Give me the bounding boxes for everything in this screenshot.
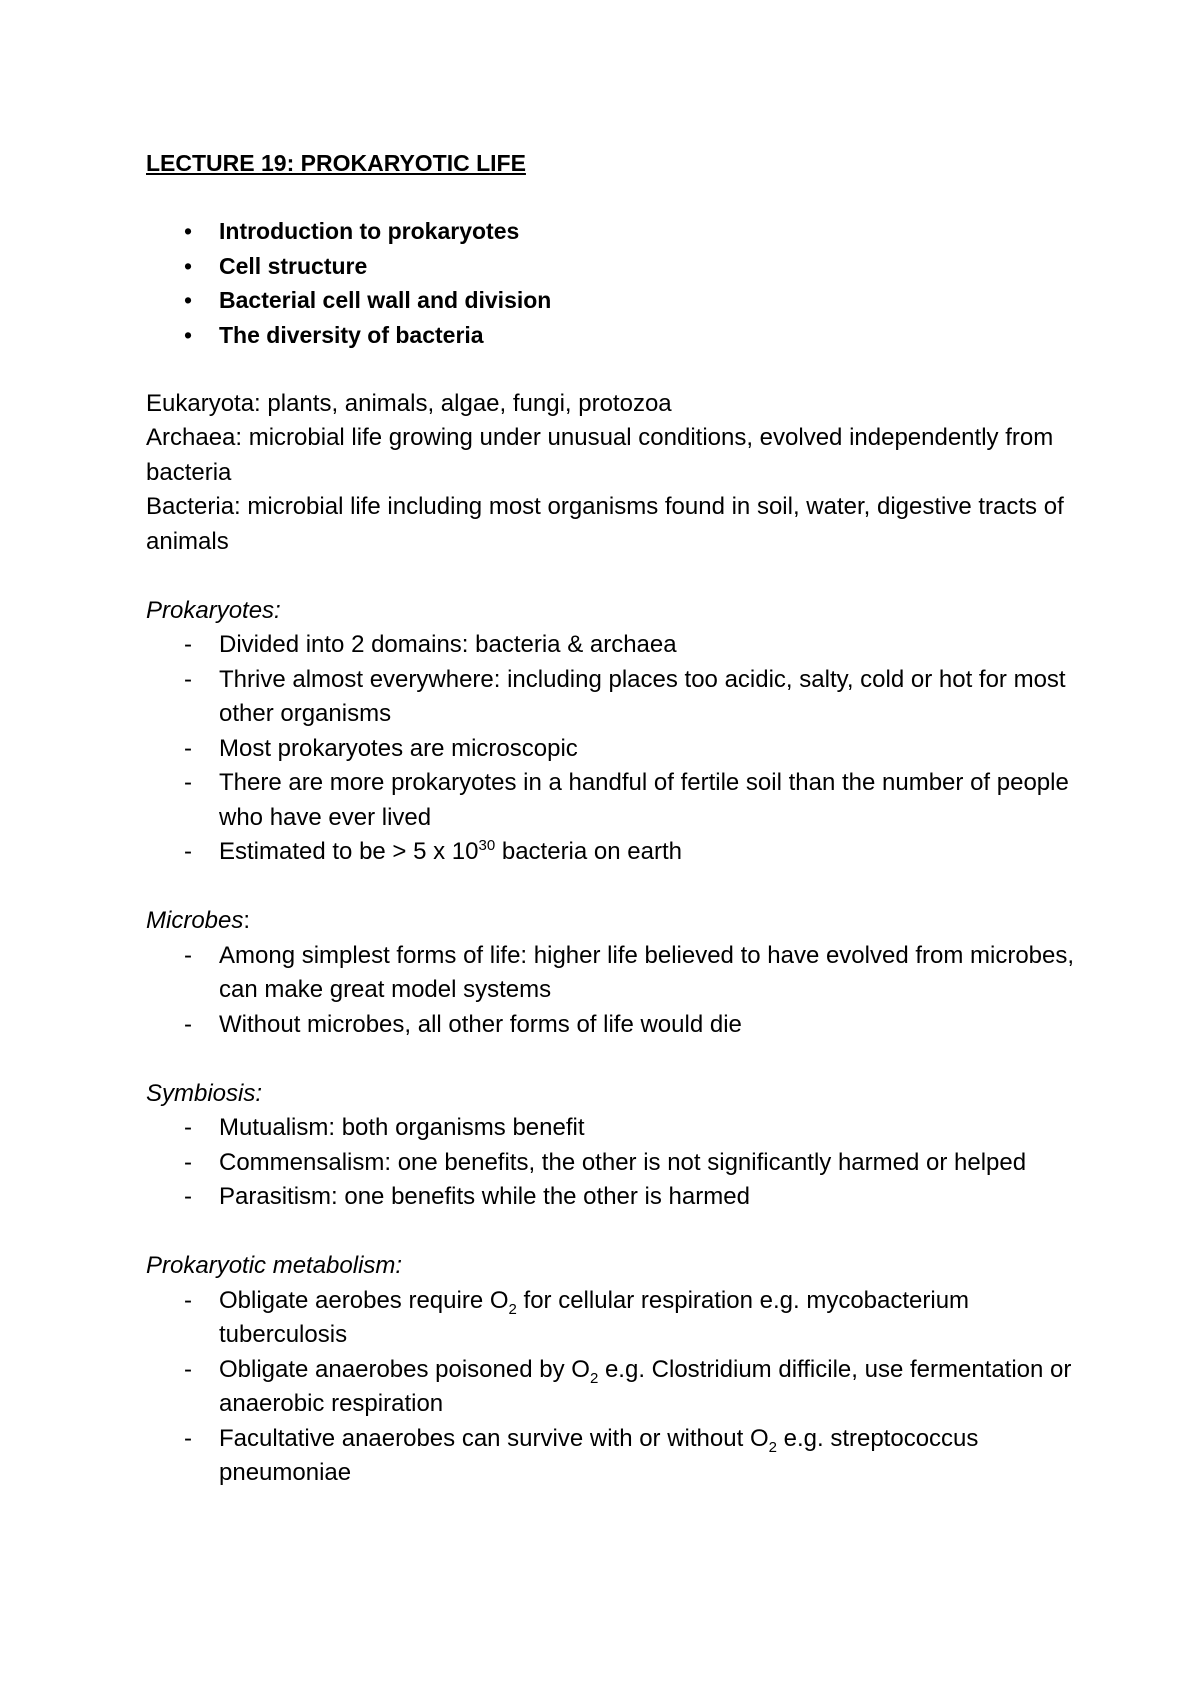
list-item: - Obligate anaerobes poisoned by $O_2$ e.g. Clostridium difficile, use fermentation or anaerobic respiration — [146, 1353, 1076, 1422]
bacteria-definition: Bacteria: microbial life including most organisms found in soil, water, digestive tracts of animals — [146, 493, 1064, 555]
dash-icon: - — [184, 1286, 192, 1314]
lecture-notes — [146, 146, 1076, 1491]
prokaryotes-heading: Prokaryotes: — [146, 596, 281, 624]
dash-icon: - — [184, 1355, 192, 1383]
list-item: - Commensalism: one benefits, the other is not significantly harmed or helped — [146, 1146, 1076, 1181]
dash-icon: - — [184, 1424, 192, 1452]
metabolism-section — [146, 1249, 1076, 1491]
list-item: - Most prokaryotes are microscopic — [146, 732, 1076, 767]
dash-icon: - — [184, 769, 192, 796]
dash-icon: - — [184, 941, 192, 969]
page-title: LECTURE 19: PROKARYOTIC LIFE — [146, 150, 526, 176]
list-item: - Facultative anaerobes can survive with or without $O_2$ e.g. streptococcus pneumoniae — [146, 1422, 1076, 1491]
prokaryotes-list — [146, 628, 1076, 870]
metabolism-list — [146, 1284, 1076, 1491]
oxygen-formula: $O_2$ — [749, 1424, 777, 1456]
list-item: - Obligate aerobes require $O_2$ for cellular respiration e.g. mycobacterium tuberculosis — [146, 1284, 1076, 1353]
dash-icon: - — [184, 631, 192, 658]
microbes-list — [146, 939, 1076, 1043]
list-item: - Thrive almost everywhere: including places too acidic, salty, cold or hot for most other organisms — [146, 663, 1076, 732]
list-item: - Divided into 2 domains: bacteria & archaea — [146, 628, 1076, 663]
list-item: - Mutualism: both organisms benefit — [146, 1111, 1076, 1146]
topics-list — [146, 214, 1076, 352]
bullet-icon: • — [184, 218, 193, 244]
symbiosis-heading: Symbiosis: — [146, 1079, 263, 1107]
symbiosis-section — [146, 1077, 1076, 1215]
archaea-definition: Archaea: microbial life growing under unusual conditions, evolved independently from bacteria — [146, 424, 1054, 486]
list-item: - Estimated to be > 5 x $10^{30}$ bacteria on earth — [146, 835, 1076, 870]
dash-icon: - — [184, 1148, 192, 1176]
dash-icon: - — [184, 838, 192, 865]
topic-item: • Introduction to prokaryotes — [146, 214, 1076, 249]
dash-icon: - — [184, 1183, 192, 1210]
bullet-icon: • — [184, 252, 193, 279]
dash-icon: - — [184, 734, 192, 762]
oxygen-formula: $O_2$ — [489, 1286, 517, 1318]
dash-icon: - — [184, 1010, 192, 1038]
topic-item: • Bacterial cell wall and division — [146, 283, 1076, 318]
list-item: - There are more prokaryotes in a handful of fertile soil than the number of people who have ever lived — [146, 766, 1076, 835]
list-item: - Without microbes, all other forms of life would die — [146, 1008, 1076, 1043]
oxygen-formula: $O_2$ — [571, 1355, 599, 1387]
dash-icon: - — [184, 665, 192, 693]
prokaryotes-section — [146, 594, 1076, 870]
symbiosis-list — [146, 1111, 1076, 1215]
topic-item: • The diversity of bacteria — [146, 318, 1076, 353]
bullet-icon: • — [184, 321, 193, 348]
list-item: - Parasitism: one benefits while the other is harmed — [146, 1180, 1076, 1215]
domain-definitions — [146, 387, 1076, 560]
eukaryota-definition: Eukaryota: plants, animals, algae, fungi, protozoa — [146, 389, 672, 417]
metabolism-heading: Prokaryotic metabolism: — [146, 1252, 403, 1279]
bullet-icon: • — [184, 287, 193, 313]
exponent: 30 — [478, 837, 496, 854]
microbes-heading: Microbes: — [146, 907, 251, 934]
dash-icon: - — [184, 1114, 192, 1141]
microbes-section — [146, 904, 1076, 1042]
topic-item: • Cell structure — [146, 249, 1076, 284]
list-item: - Among simplest forms of life: higher life believed to have evolved from microbes, can make great model systems — [146, 939, 1076, 1008]
